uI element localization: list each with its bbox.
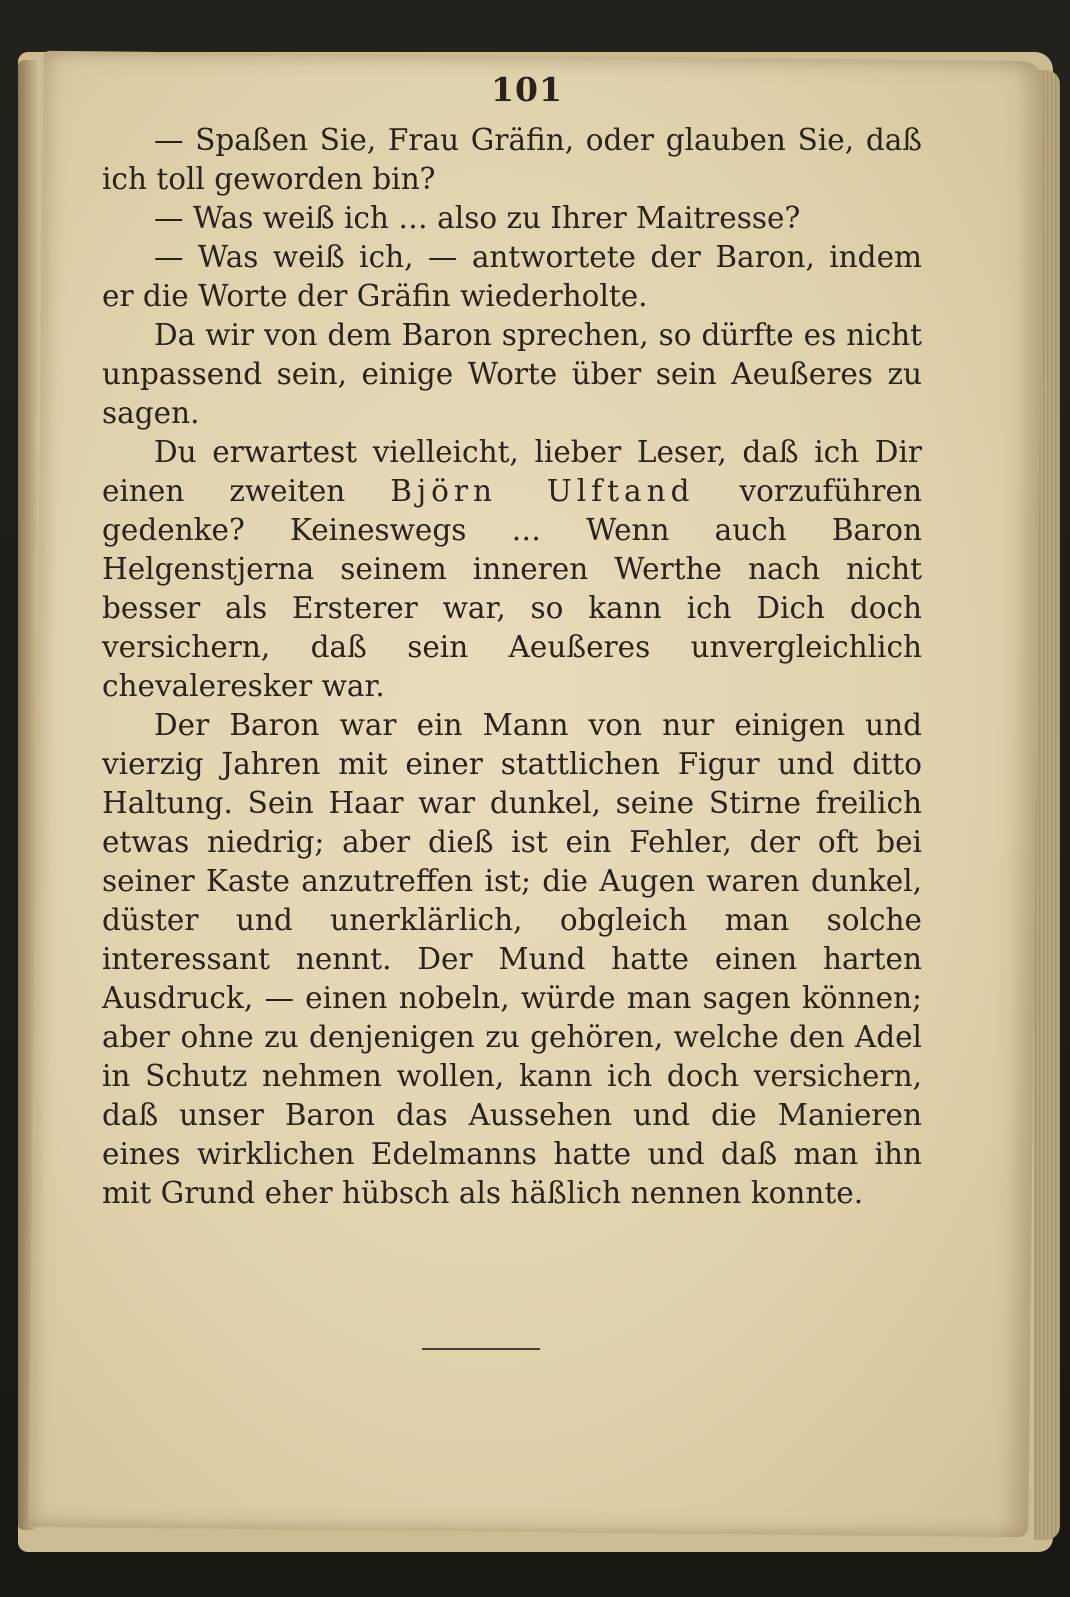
dialogue-line-2: — Was weiß ich … also zu Ihrer Maitresse? xyxy=(154,201,801,235)
dialogue-line-1: — Spaßen Sie, Frau Gräfin, oder glauben Sie, daß ich toll geworden bin? xyxy=(102,123,922,196)
paragraph-baron-description: Der Baron war ein Mann von nur einigen und vierzig Jahren mit einer stattlichen Figur und ditto Haltung. Sein Haar war dunkel, seine Stirne freilich etwas niedrig; aber dieß ist ein Fehler, der oft bei seiner Kaste anzutreffen ist; die Augen waren dunkel, düster und unerklärlich, obgleich man solche interessant nennt. Der Mund hatte einen harten Ausdruck, — einen nobeln, würde man sagen können; aber ohne zu denjenigen zu gehören, welche den Adel in Schutz nehmen wollen, kann ich doch versichern, daß unser Baron das Aussehen und die Manieren eines wirklichen Edelmanns hatte und daß man ihn mit Grund eher hübsch als häßlich nennen konnte. xyxy=(102,708,922,1210)
page-content xyxy=(102,70,922,1213)
paragraph-baron-intro: Da wir von dem Baron sprechen, so dürfte es nicht unpassend sein, einige Worte über sein Aeußeres zu sagen. xyxy=(102,318,922,430)
section-rule xyxy=(422,1348,540,1350)
page-number: 101 xyxy=(491,70,563,109)
dialogue-line-3: — Was weiß ich, — antwortete der Baron, indem er die Worte der Gräfin wiederholte. xyxy=(102,240,922,313)
paragraph-text-before: Du erwartest vielleicht, lieber Leser, daß ich Dir einen zweiten xyxy=(102,435,922,508)
paragraph-text-after: vorzuführen gedenke? Keineswegs … Wenn auch Baron Helgenstjerna seinem inneren Werthe nach nicht besser als Ersterer war, so kann ich Dich doch versichern, daß sein Aeußeres unvergleichlich chevaleresker war. xyxy=(102,474,922,703)
paragraph-reader-address xyxy=(102,433,922,706)
spaced-name: Björn Ulftand xyxy=(390,474,695,508)
